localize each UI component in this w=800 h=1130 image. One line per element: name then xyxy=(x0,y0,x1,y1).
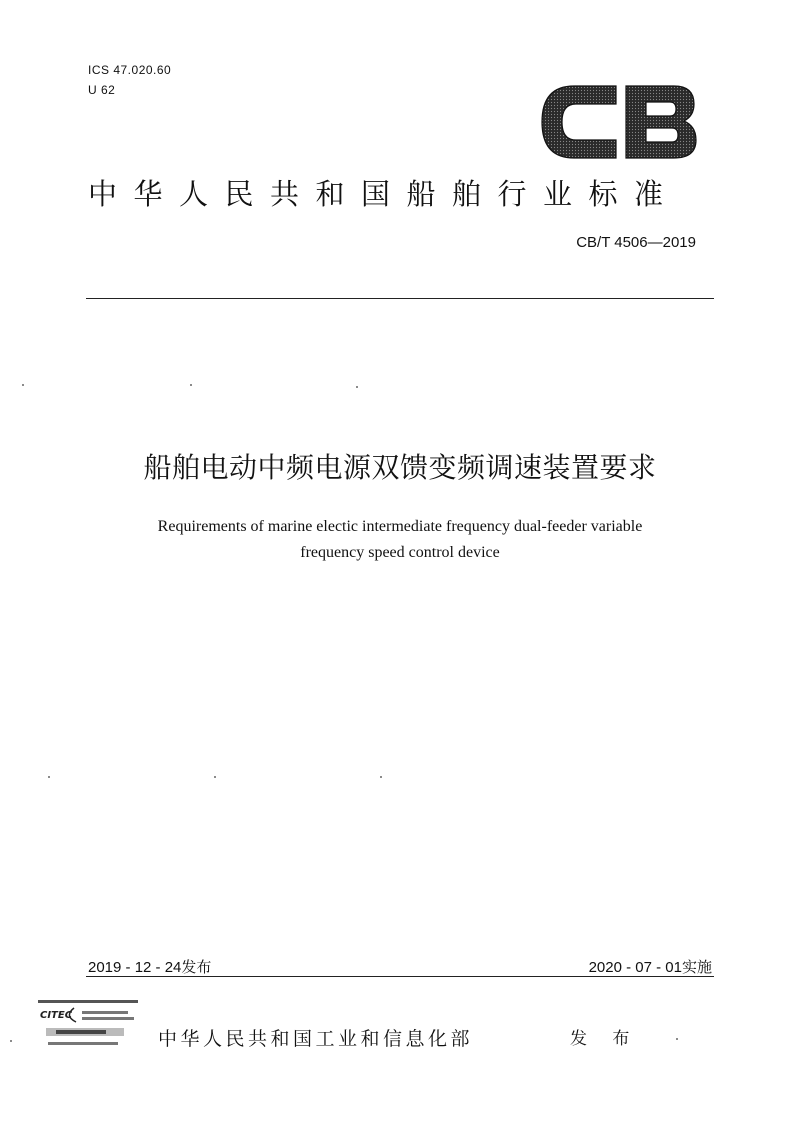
document-title-chinese: 船舶电动中频电源双馈变频调速装置要求 xyxy=(143,451,657,484)
publish-label: 发 布 xyxy=(570,1029,640,1049)
cb-logo-icon xyxy=(538,80,698,164)
issuing-authority: 中华人民共和国工业和信息化部 xyxy=(158,1028,474,1050)
ics-code: ICS 47.020.60 xyxy=(88,63,172,77)
issue-label: 发布 xyxy=(181,958,212,976)
standard-number: CB/T 4506—2019 xyxy=(576,234,696,251)
english-title-line-1: Requirements of marine electic intermediate frequency dual-feeder variable xyxy=(157,518,643,535)
header-divider xyxy=(86,298,714,299)
document-title-english xyxy=(0,514,800,566)
scan-speck xyxy=(356,386,358,388)
footer-divider xyxy=(86,976,714,977)
scan-speck xyxy=(190,384,192,386)
ccs-code: U 62 xyxy=(88,83,116,97)
publisher-stamp xyxy=(34,996,144,1056)
scan-speck xyxy=(48,776,50,778)
implement-date-block xyxy=(589,956,712,977)
scan-speck xyxy=(214,776,216,778)
implement-label: 实施 xyxy=(681,958,712,976)
implement-date: 2020 - 07 - 01 xyxy=(588,959,682,976)
scan-speck xyxy=(380,776,382,778)
cb-logo xyxy=(538,80,698,164)
issue-date-block xyxy=(88,956,211,977)
svg-text:CITEC: CITEC xyxy=(40,1010,73,1021)
standard-type: 中华人民共和国船舶行业标准 xyxy=(88,177,680,211)
issue-date: 2019 - 12 - 24 xyxy=(88,959,182,976)
scan-speck xyxy=(22,384,24,386)
scan-speck xyxy=(10,1040,12,1042)
stamp-icon xyxy=(34,996,144,1056)
classification-codes xyxy=(88,60,171,100)
scan-speck xyxy=(676,1038,678,1040)
english-title-line-2: frequency speed control device xyxy=(300,544,500,561)
